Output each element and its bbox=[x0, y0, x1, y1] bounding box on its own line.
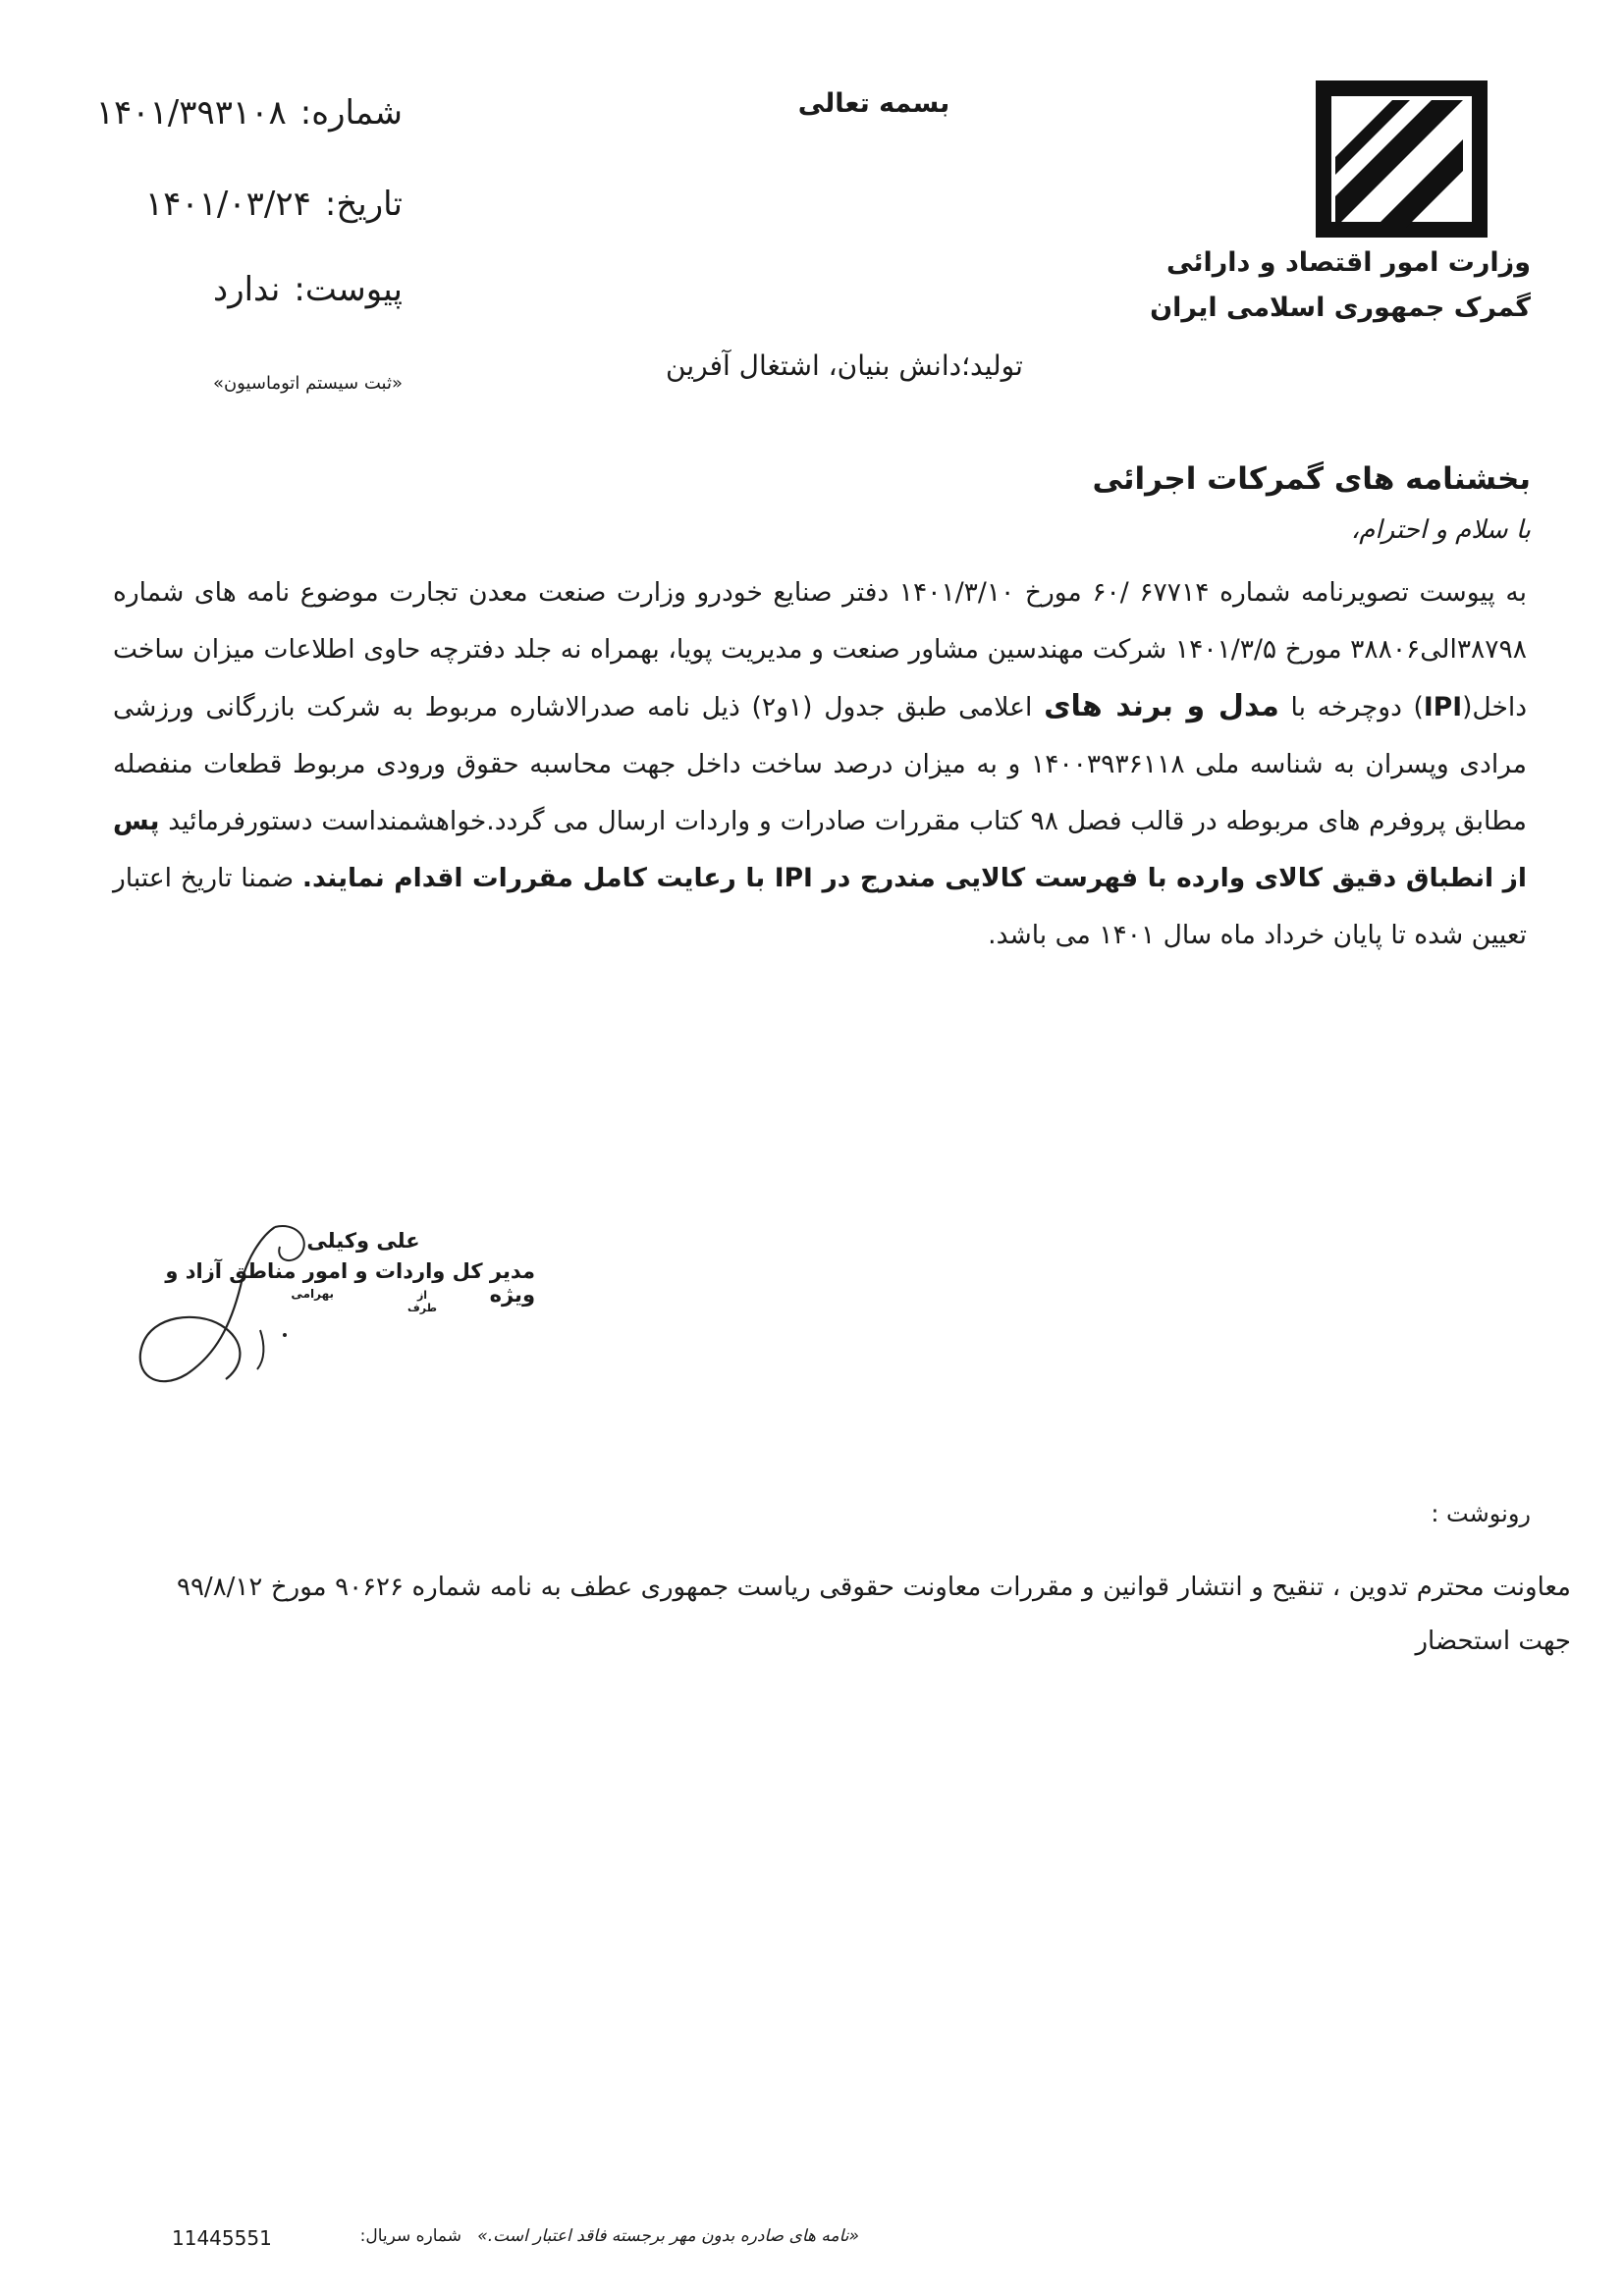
body-part-b: ) دوچرخه با bbox=[1278, 692, 1424, 722]
model-brand-term: مدل و برند های bbox=[1044, 689, 1279, 723]
signer-name: بهرامی bbox=[291, 1287, 334, 1301]
bismillah: بسمه تعالی bbox=[797, 88, 950, 119]
letter-date bbox=[79, 185, 403, 224]
body-part-a: به پیوست تصویرنامه شماره ۶۷۷۱۴ /۶۰ مورخ ۱۴۰۱/۳/۱۰ دفتر صنایع خودرو وزارت صنعت معدن تجارت موضوع نامه های شماره ۳۸۷۹۸الی۳۸۸۰۶ مورخ ۱۴۰۱/۳/۵ شرکت مهندسین مشاور صنعت و مدیریت پویا، بهمراه نه جلد دفترچه حاوی اطلاعات میزان ساخت داخل( bbox=[113, 577, 1528, 722]
letter-date-label: تاریخ: bbox=[324, 185, 403, 224]
greeting: با سلام و احترام، bbox=[1350, 515, 1531, 545]
on-behalf-label: از طرف bbox=[407, 1289, 437, 1314]
letter-attachment bbox=[79, 270, 403, 309]
customs-name: گمرک جمهوری اسلامی ایران bbox=[1150, 293, 1531, 323]
cc-text: معاونت محترم تدوین ، تنقیح و انتشار قوانین و مقررات معاونت حقوقی ریاست جمهوری عطف به نامه شماره ۹۰۶۲۶ مورخ ۹۹/۸/۱۲ جهت استحضار bbox=[177, 1573, 1571, 1656]
letter-body bbox=[113, 564, 1527, 964]
letter-number-value: ۱۴۰۱/۳۹۳۱۰۸ bbox=[95, 93, 287, 133]
body-part-c: اعلامی طبق جدول (۱و۲) ذیل نامه صدرالاشاره مربوط به شرکت بازرگانی ورزشی مرادی وپسران به شناسه ملی ۱۴۰۰۳۹۳۶۱۱۸ و به میزان درصد ساخت داخل جهت محاسبه حقوق ورودی مربوط قطعات منفصله مطابق پروفرم های مربوطه در قالب فصل ۹۸ کتاب مقررات صادرات و واردات ارسال می گردد.خواهشمنداست دستورفرمائید bbox=[113, 692, 1527, 836]
signatory-name: علی وکیلی bbox=[306, 1229, 420, 1253]
circular-title: بخشنامه های گمرکات اجرائی bbox=[1092, 461, 1531, 497]
body-bold-instruction: پس از انطباق دقیق کالای وارده با فهرست کالایی مندرج در IPI با رعایت کامل مقررات اقدام نمایند. bbox=[113, 806, 1528, 893]
letter-number-label: شماره: bbox=[299, 93, 403, 133]
automation-note: «ثبت سیستم اتوماسیون» bbox=[212, 373, 403, 394]
customs-logo-icon bbox=[1316, 80, 1488, 238]
attachment-label: پیوست: bbox=[294, 270, 403, 309]
letter-date-value: ۱۴۰۱/۰۳/۲۴ bbox=[144, 185, 311, 224]
serial-number: 11445551 bbox=[172, 2226, 272, 2250]
cc-label: رونوشت : bbox=[1431, 1500, 1531, 1527]
ministry-heading bbox=[1118, 240, 1531, 331]
serial-label: شماره سریال: bbox=[359, 2226, 461, 2246]
attachment-value: ندارد bbox=[213, 270, 281, 309]
ipi-term: IPI bbox=[1423, 692, 1463, 722]
ministry-name: وزارت امور اقتصاد و دارائی bbox=[1166, 247, 1531, 278]
body-part-d: ضمنا تاریخ اعتبار تعیین شده تا پایان خرداد ماه سال ۱۴۰۱ می باشد. bbox=[113, 863, 1527, 950]
slogan: تولید؛دانش بنیان، اشتغال آفرین bbox=[666, 349, 1023, 382]
footer-validity-note: «نامه های صادره بدون مهر برجسته فاقد اعتبار است.» bbox=[477, 2226, 859, 2246]
signatory-title: مدیر کل واردات و امور مناطق آزاد و ویژه bbox=[165, 1259, 535, 1307]
letter-number bbox=[79, 93, 403, 133]
